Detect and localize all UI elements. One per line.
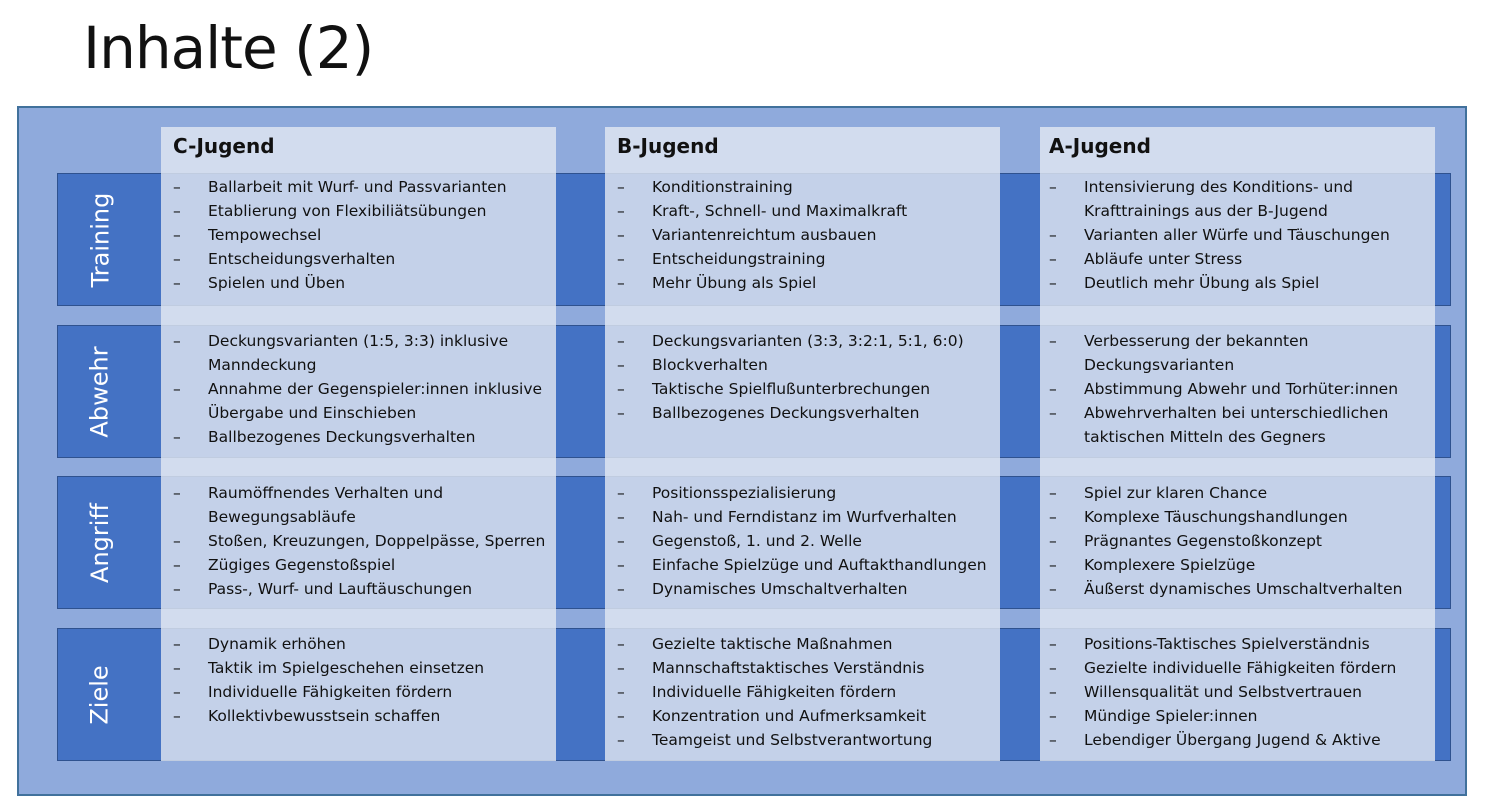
list-item	[1049, 728, 1429, 752]
column-heading-b-jugend: B-Jugend	[617, 134, 719, 158]
cell-ziele-c-jugend	[173, 632, 553, 728]
list-item	[617, 329, 997, 353]
list-item-text: Etablierung von Flexibiliätsübungen	[208, 202, 487, 220]
list-item	[1049, 704, 1429, 728]
list-item-text: Abwehrverhalten bei unterschiedlichen	[1084, 404, 1389, 422]
row-label-text: Training	[86, 192, 115, 287]
list-item-text: Äußerst dynamisches Umschaltverhalten	[1084, 580, 1403, 598]
list-item	[1049, 632, 1429, 656]
list-item	[617, 632, 997, 656]
row-label-text: Ziele	[86, 664, 114, 725]
list-item-text: Kollektivbewusstsein schaffen	[208, 707, 441, 725]
list-item	[173, 632, 553, 656]
list-item-text: Abläufe unter Stress	[1084, 250, 1243, 268]
list-item-text: taktischen Mitteln des Gegners	[1084, 428, 1326, 446]
list-item-text: Bewegungsabläufe	[208, 508, 356, 526]
list-item	[173, 223, 553, 247]
list-item-text: Entscheidungstraining	[652, 250, 826, 268]
list-item	[1049, 553, 1429, 577]
list-item	[617, 401, 997, 425]
list-item	[173, 553, 553, 577]
list-item-text: Nah- und Ferndistanz im Wurfverhalten	[652, 508, 957, 526]
row-label-ziele	[57, 628, 143, 761]
row-label-training	[57, 173, 143, 306]
list-item	[173, 329, 553, 377]
list-item-text: Positions-Taktisches Spielverständnis	[1084, 635, 1370, 653]
list-item-text: Stoßen, Kreuzungen, Doppelpässe, Sperren	[208, 532, 546, 550]
list-item	[1049, 505, 1429, 529]
list-item-text: Verbesserung der bekannten	[1084, 332, 1309, 350]
list-item-text: Spiel zur klaren Chance	[1084, 484, 1268, 502]
list-item	[617, 704, 997, 728]
column-heading-a-jugend: A-Jugend	[1049, 134, 1151, 158]
list-item-text: Teamgeist und Selbstverantwortung	[652, 731, 933, 749]
list-item-text: Varianten aller Würfe und Täuschungen	[1084, 226, 1390, 244]
list-item-text: Dynamik erhöhen	[208, 635, 346, 653]
list-item	[617, 656, 997, 680]
cell-abwehr-c-jugend	[173, 329, 553, 449]
list-item	[173, 271, 553, 295]
cell-ziele-a-jugend	[1049, 632, 1429, 752]
list-item-text: Pass-, Wurf- und Lauftäuschungen	[208, 580, 473, 598]
list-item-text: Deckungsvarianten (3:3, 3:2:1, 5:1, 6:0)	[652, 332, 964, 350]
list-item-text: Gegenstoß, 1. und 2. Welle	[652, 532, 862, 550]
list-item-text: Ballbezogenes Deckungsverhalten	[652, 404, 920, 422]
row-label-angriff	[57, 476, 143, 609]
list-item-text: Krafttrainings aus der B-Jugend	[1084, 202, 1328, 220]
list-item-text: Deckungsvarianten (1:5, 3:3) inklusive	[208, 332, 509, 350]
cell-abwehr-b-jugend	[617, 329, 997, 425]
list-item-text: Konditionstraining	[652, 178, 793, 196]
list-item	[617, 553, 997, 577]
cell-abwehr-a-jugend	[1049, 329, 1429, 449]
list-item	[173, 175, 553, 199]
list-item	[173, 199, 553, 223]
list-item	[617, 199, 997, 223]
list-item	[617, 577, 997, 601]
list-item-text: Taktik im Spielgeschehen einsetzen	[208, 659, 485, 677]
list-item	[617, 505, 997, 529]
list-item-text: Konzentration und Aufmerksamkeit	[652, 707, 927, 725]
cell-angriff-c-jugend	[173, 481, 553, 601]
list-item	[617, 680, 997, 704]
cell-angriff-b-jugend	[617, 481, 997, 601]
page-title: Inhalte (2)	[83, 14, 374, 82]
list-item	[1049, 481, 1429, 505]
list-item-text: Mündige Spieler:innen	[1084, 707, 1258, 725]
list-item-text: Gezielte taktische Maßnahmen	[652, 635, 893, 653]
list-item	[1049, 223, 1429, 247]
list-item-text: Ballbezogenes Deckungsverhalten	[208, 428, 476, 446]
list-item	[173, 577, 553, 601]
list-item-text: Übergabe und Einschieben	[208, 404, 417, 422]
list-item	[1049, 577, 1429, 601]
list-item	[1049, 656, 1429, 680]
list-item-text: Gezielte individuelle Fähigkeiten fördern	[1084, 659, 1397, 677]
cell-ziele-b-jugend	[617, 632, 997, 752]
list-item-text: Blockverhalten	[652, 356, 768, 374]
list-item-text: Zügiges Gegenstoßspiel	[208, 556, 396, 574]
list-item-text: Tempowechsel	[208, 226, 322, 244]
list-item	[1049, 529, 1429, 553]
list-item-text: Kraft-, Schnell- und Maximalkraft	[652, 202, 908, 220]
row-label-text: Angriff	[86, 502, 114, 583]
row-label-abwehr	[57, 325, 143, 458]
list-item	[173, 425, 553, 449]
cell-angriff-a-jugend	[1049, 481, 1429, 601]
list-item-text: Komplexe Täuschungshandlungen	[1084, 508, 1348, 526]
list-item-text: Annahme der Gegenspieler:innen inklusive	[208, 380, 543, 398]
list-item	[617, 271, 997, 295]
list-item	[617, 353, 997, 377]
list-item-text: Manndeckung	[208, 356, 317, 374]
list-item	[1049, 271, 1429, 295]
list-item	[1049, 247, 1429, 271]
list-item-text: Mannschaftstaktisches Verständnis	[652, 659, 925, 677]
list-item	[617, 529, 997, 553]
list-item	[617, 728, 997, 752]
list-item-text: Mehr Übung als Spiel	[652, 274, 817, 292]
list-item	[1049, 329, 1429, 377]
list-item	[617, 247, 997, 271]
list-item-text: Variantenreichtum ausbauen	[652, 226, 877, 244]
list-item	[1049, 401, 1429, 449]
cell-training-a-jugend	[1049, 175, 1429, 295]
list-item	[1049, 175, 1429, 223]
list-item-text: Positionsspezialisierung	[652, 484, 837, 502]
list-item-text: Individuelle Fähigkeiten fördern	[208, 683, 453, 701]
list-item	[173, 247, 553, 271]
list-item-text: Einfache Spielzüge und Auftakthandlungen	[652, 556, 987, 574]
list-item	[173, 704, 553, 728]
list-item	[173, 656, 553, 680]
list-item-text: Deutlich mehr Übung als Spiel	[1084, 274, 1320, 292]
list-item	[1049, 680, 1429, 704]
list-item	[617, 377, 997, 401]
list-item-text: Dynamisches Umschaltverhalten	[652, 580, 908, 598]
cell-training-c-jugend	[173, 175, 553, 295]
list-item-text: Individuelle Fähigkeiten fördern	[652, 683, 897, 701]
cell-training-b-jugend	[617, 175, 997, 295]
list-item-text: Abstimmung Abwehr und Torhüter:innen	[1084, 380, 1399, 398]
list-item-text: Prägnantes Gegenstoßkonzept	[1084, 532, 1323, 550]
list-item	[173, 680, 553, 704]
list-item-text: Willensqualität und Selbstvertrauen	[1084, 683, 1362, 701]
list-item	[173, 529, 553, 553]
list-item	[1049, 377, 1429, 401]
list-item-text: Spielen und Üben	[208, 274, 346, 292]
row-label-text: Abwehr	[86, 345, 114, 438]
list-item-text: Raumöffnendes Verhalten und	[208, 484, 444, 502]
list-item-text: Deckungsvarianten	[1084, 356, 1235, 374]
list-item	[617, 223, 997, 247]
list-item-text: Entscheidungsverhalten	[208, 250, 396, 268]
list-item-text: Ballarbeit mit Wurf- und Passvarianten	[208, 178, 507, 196]
column-heading-c-jugend: C-Jugend	[173, 134, 275, 158]
list-item	[617, 481, 997, 505]
list-item-text: Komplexere Spielzüge	[1084, 556, 1256, 574]
list-item-text: Lebendiger Übergang Jugend & Aktive	[1084, 731, 1381, 749]
list-item	[173, 481, 553, 529]
list-item-text: Taktische Spielflußunterbrechungen	[652, 380, 931, 398]
list-item	[173, 377, 553, 425]
list-item-text: Intensivierung des Konditions- und	[1084, 178, 1354, 196]
list-item	[617, 175, 997, 199]
